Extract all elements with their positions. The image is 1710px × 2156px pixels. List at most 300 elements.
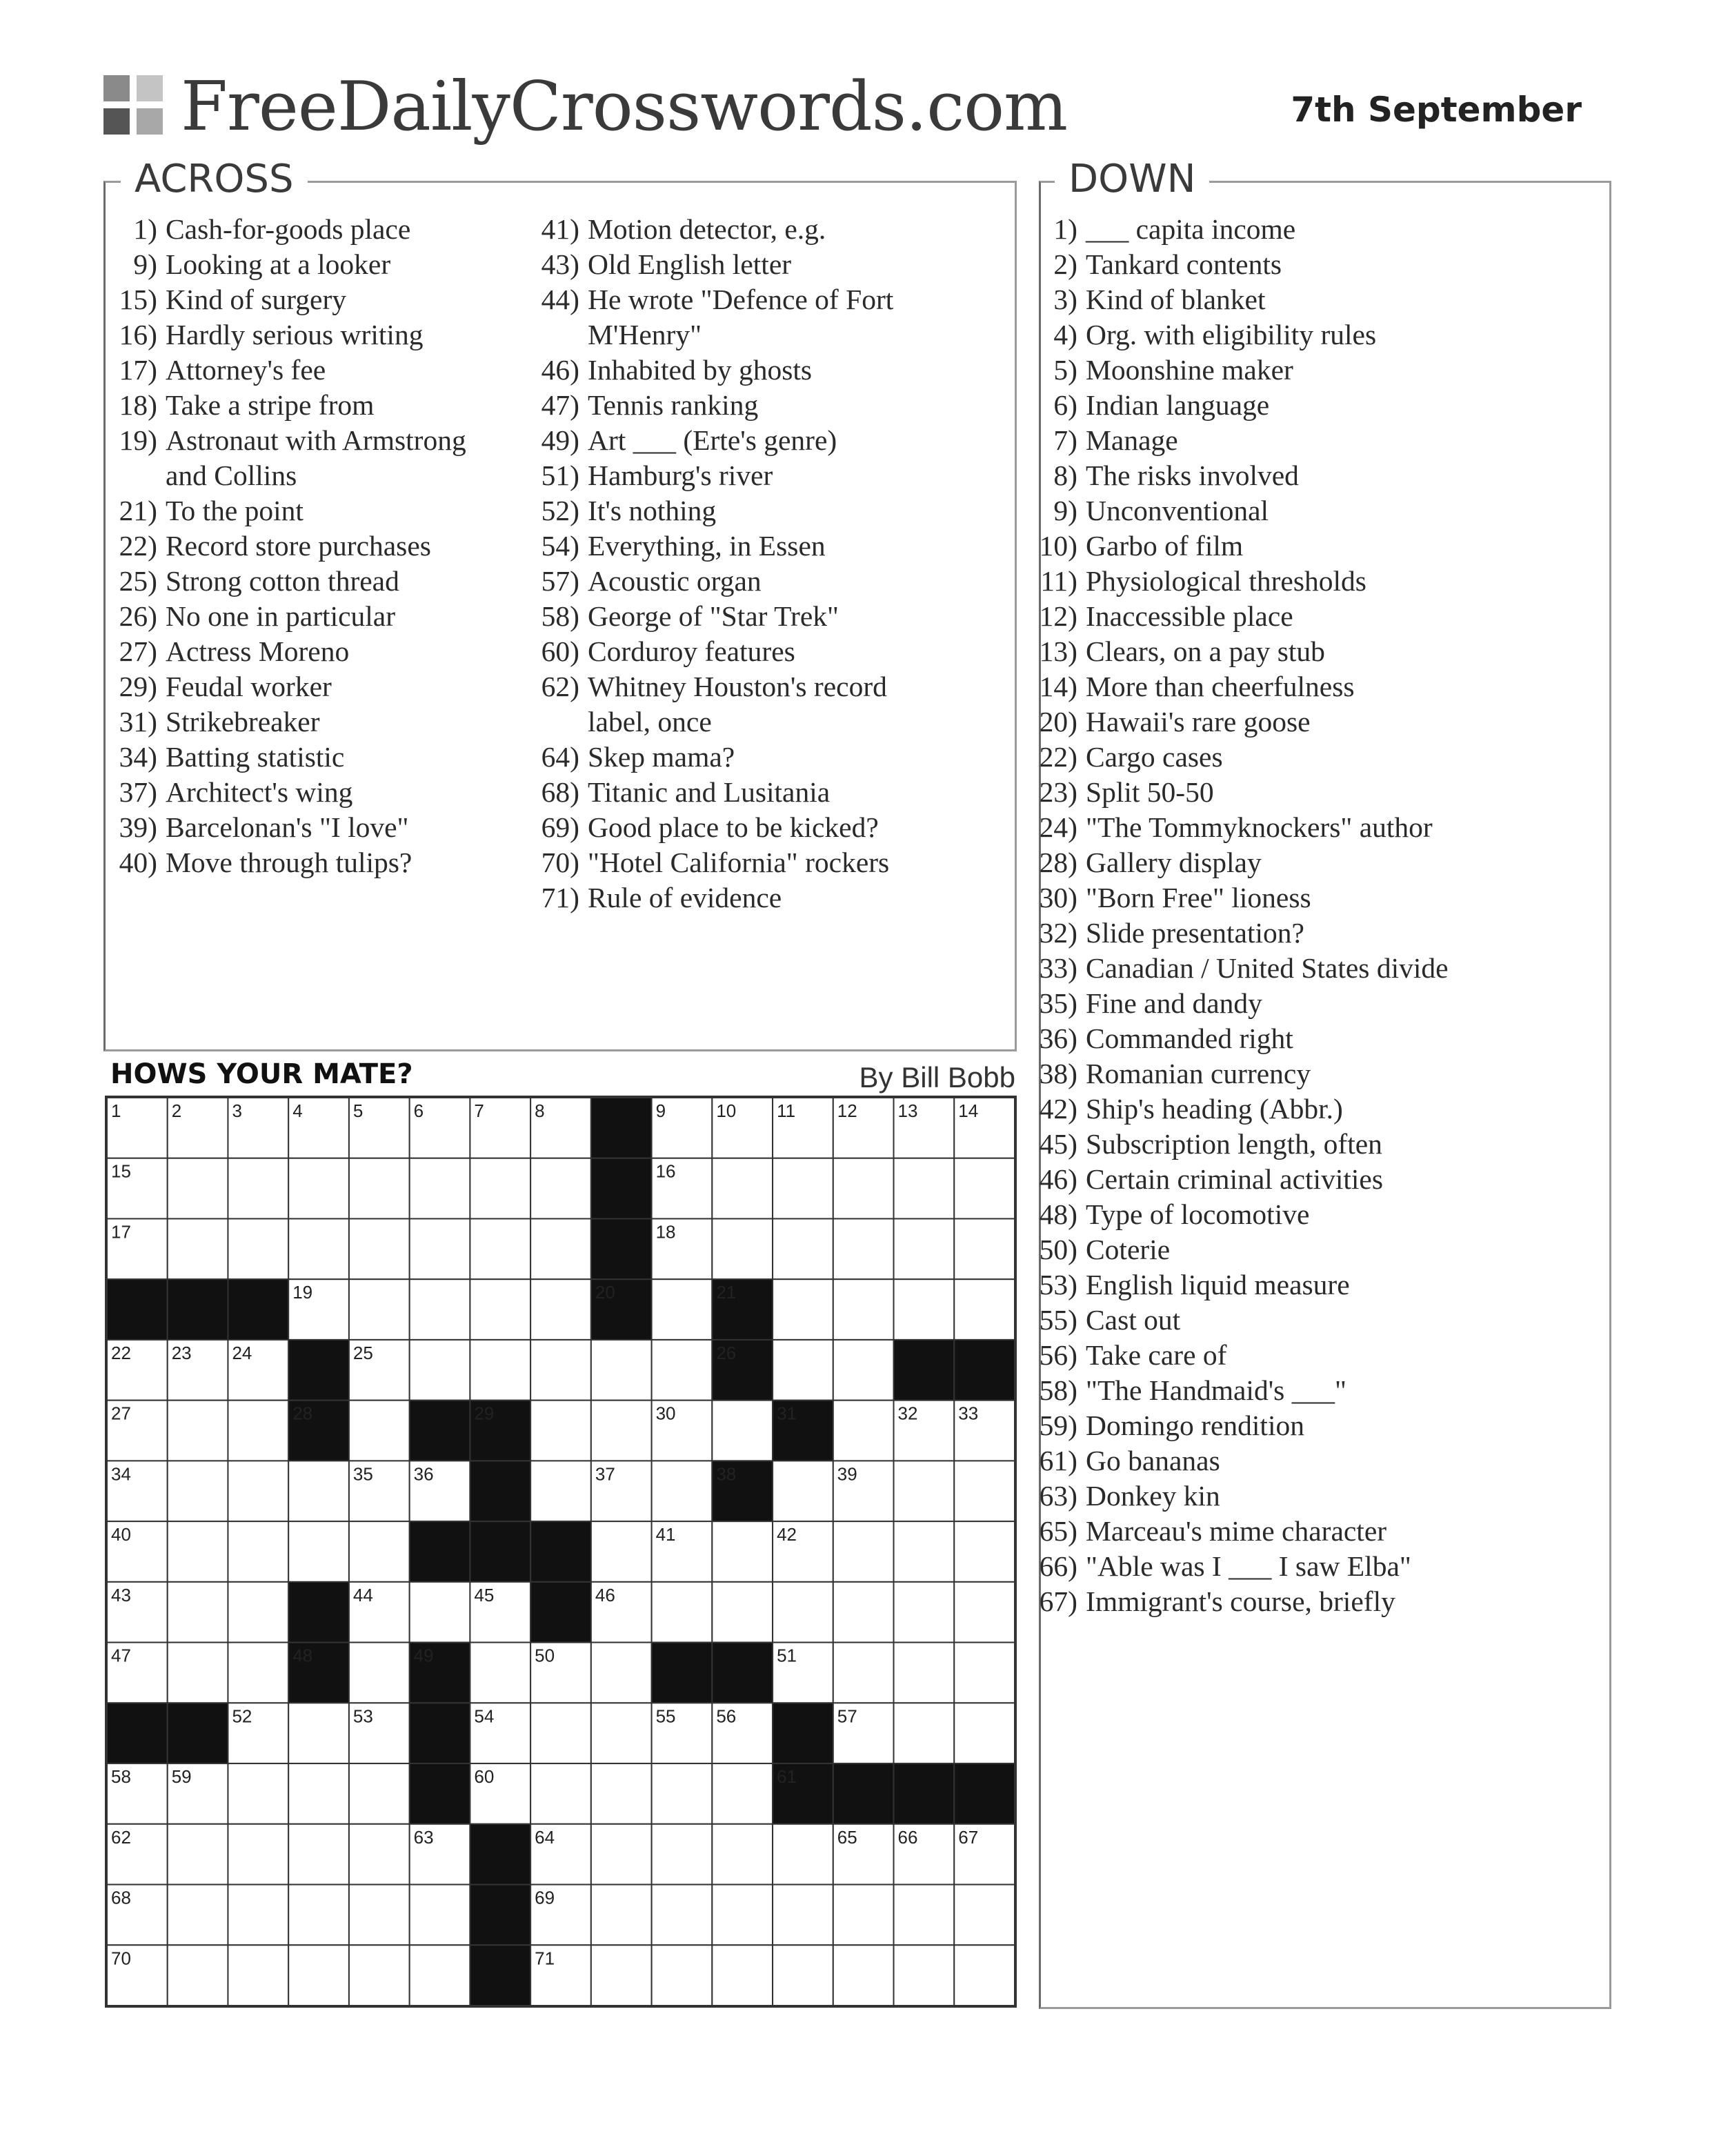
clue-text: Take a stripe from	[166, 389, 375, 421]
grid-cell[interactable]	[168, 1643, 228, 1703]
clue-text: label, once	[588, 706, 712, 738]
grid-cell[interactable]	[168, 1824, 228, 1885]
clue-item	[106, 704, 466, 740]
grid-cell[interactable]	[894, 1945, 955, 2006]
clue-text: Immigrant's course, briefly	[1086, 1585, 1395, 1617]
grid-cell[interactable]	[833, 1279, 894, 1340]
grid-cell[interactable]	[954, 1885, 1015, 1946]
grid-clue-number: 12	[837, 1100, 857, 1121]
grid-cell[interactable]	[470, 1158, 530, 1219]
clue-item	[528, 528, 893, 564]
grid-cell[interactable]	[954, 1218, 1015, 1279]
grid-cell[interactable]	[652, 1945, 713, 2006]
grid-cell[interactable]	[591, 1945, 652, 2006]
grid-cell[interactable]	[773, 1158, 833, 1219]
grid-block	[591, 1098, 652, 1158]
puzzle-date: 7th September	[1291, 90, 1582, 130]
logo-square	[137, 108, 163, 135]
clue-number: 20)	[1039, 706, 1077, 738]
grid-cell[interactable]	[894, 1582, 955, 1643]
clue-text: Coterie	[1086, 1234, 1171, 1265]
clue-number: 66)	[1039, 1550, 1077, 1582]
crossword-grid-svg[interactable]	[107, 1098, 1015, 2006]
grid-cell[interactable]	[349, 1945, 410, 2006]
grid-clue-number: 40	[111, 1524, 131, 1545]
grid-cell[interactable]	[591, 1643, 652, 1703]
grid-clue-number: 5	[352, 1100, 364, 1121]
grid-cell[interactable]	[168, 1521, 228, 1582]
clue-text: Tankard contents	[1086, 248, 1282, 280]
grid-cell[interactable]	[773, 1279, 833, 1340]
grid-clue-number: 25	[352, 1342, 373, 1363]
clue-item	[1026, 1021, 1449, 1056]
grid-clue-number: 9	[655, 1100, 666, 1121]
clue-number: 69)	[541, 811, 579, 843]
clue-text: Good place to be kicked?	[588, 811, 879, 843]
grid-clue-number: 41	[655, 1524, 676, 1545]
grid-clue-number: 28	[292, 1403, 313, 1424]
clue-number: 21)	[119, 495, 157, 526]
grid-cell[interactable]	[954, 1279, 1015, 1340]
grid-cell[interactable]	[288, 1461, 349, 1521]
grid-clue-number: 36	[413, 1463, 434, 1485]
grid-cell[interactable]	[288, 1218, 349, 1279]
grid-cell[interactable]	[410, 1945, 470, 2006]
clue-number: 53)	[1039, 1269, 1077, 1300]
grid-clue-number: 68	[111, 1887, 131, 1908]
clue-text: Whitney Houston's record	[588, 671, 887, 702]
crossword-grid[interactable]	[105, 1096, 1017, 2008]
grid-clue-number: 38	[716, 1463, 737, 1485]
clue-text: Ship's heading (Abbr.)	[1086, 1093, 1343, 1125]
grid-cell[interactable]	[349, 1763, 410, 1824]
grid-cell[interactable]	[530, 1158, 591, 1219]
clue-number: 61)	[1039, 1445, 1077, 1476]
clue-item	[528, 564, 893, 599]
clue-item	[1026, 1549, 1449, 1584]
grid-cell[interactable]	[228, 1521, 288, 1582]
clue-number: 49)	[541, 424, 579, 456]
clue-number: 38)	[1039, 1058, 1077, 1089]
clue-number: 6)	[1053, 389, 1077, 421]
grid-cell[interactable]	[833, 1582, 894, 1643]
grid-cell[interactable]	[954, 1582, 1015, 1643]
grid-cell[interactable]	[894, 1218, 955, 1279]
grid-clue-number: 27	[111, 1403, 131, 1424]
grid-clue-number: 7	[474, 1100, 484, 1121]
clue-number: 46)	[541, 354, 579, 386]
clue-number: 3)	[1053, 284, 1077, 315]
clue-number: 70)	[541, 847, 579, 878]
grid-cell[interactable]	[228, 1885, 288, 1946]
grid-cell[interactable]	[530, 1279, 591, 1340]
grid-cell[interactable]	[228, 1582, 288, 1643]
grid-clue-number: 34	[111, 1463, 131, 1485]
clue-text: Inhabited by ghosts	[588, 354, 813, 386]
clue-text: Looking at a looker	[166, 248, 391, 280]
clue-number: 28)	[1039, 847, 1077, 878]
clue-number: 58)	[541, 600, 579, 632]
clue-text: Tennis ranking	[588, 389, 759, 421]
grid-cell[interactable]	[954, 1643, 1015, 1703]
clue-item	[106, 775, 466, 810]
grid-cell[interactable]	[773, 1885, 833, 1946]
grid-cell[interactable]	[349, 1279, 410, 1340]
grid-cell[interactable]	[228, 1401, 288, 1461]
down-clues-column	[1026, 212, 1449, 1619]
grid-cell[interactable]	[530, 1763, 591, 1824]
grid-clue-number: 51	[777, 1645, 797, 1666]
grid-cell[interactable]	[652, 1763, 713, 1824]
grid-cell[interactable]	[894, 1158, 955, 1219]
clue-text: ___ capita income	[1086, 213, 1296, 245]
grid-cell[interactable]	[228, 1824, 288, 1885]
grid-cell[interactable]	[349, 1218, 410, 1279]
grid-cell[interactable]	[773, 1218, 833, 1279]
clue-text: "The Tommyknockers" author	[1086, 811, 1433, 843]
grid-cell[interactable]	[591, 1824, 652, 1885]
grid-cell[interactable]	[591, 1703, 652, 1763]
clue-number: 19)	[119, 424, 157, 456]
grid-cell[interactable]	[652, 1885, 713, 1946]
clue-number: 1)	[133, 213, 157, 245]
grid-clue-number: 18	[655, 1221, 676, 1243]
clue-text: Domingo rendition	[1086, 1410, 1304, 1441]
grid-cell[interactable]	[168, 1461, 228, 1521]
grid-cell[interactable]	[228, 1461, 288, 1521]
grid-cell[interactable]	[470, 1643, 530, 1703]
grid-clue-number: 29	[474, 1403, 495, 1424]
clue-number: 26)	[119, 600, 157, 632]
clue-text: Hamburg's river	[588, 459, 773, 491]
clue-text: Fine and dandy	[1086, 987, 1262, 1019]
clue-number: 56)	[1039, 1339, 1077, 1371]
grid-cell[interactable]	[168, 1582, 228, 1643]
clue-text: Take care of	[1086, 1339, 1227, 1371]
clue-number: 51)	[541, 459, 579, 491]
grid-cell[interactable]	[228, 1158, 288, 1219]
grid-cell[interactable]	[288, 1158, 349, 1219]
clue-text: More than cheerfulness	[1086, 671, 1355, 702]
grid-cell[interactable]	[652, 1582, 713, 1643]
clue-item	[1026, 1056, 1449, 1091]
grid-cell[interactable]	[954, 1521, 1015, 1582]
clue-number: 45)	[1039, 1128, 1077, 1160]
clue-item	[1026, 1267, 1449, 1303]
across-title: ACROSS	[121, 155, 308, 204]
grid-cell[interactable]	[773, 1340, 833, 1401]
grid-cell[interactable]	[228, 1218, 288, 1279]
clue-item	[528, 880, 893, 916]
clue-text: Clears, on a pay stub	[1086, 635, 1325, 667]
grid-cell[interactable]	[954, 1945, 1015, 2006]
grid-block	[288, 1340, 349, 1401]
grid-cell[interactable]	[833, 1885, 894, 1946]
clue-number: 33)	[1039, 952, 1077, 984]
clue-item	[106, 740, 466, 775]
grid-cell[interactable]	[168, 1401, 228, 1461]
grid-clue-number: 33	[958, 1403, 979, 1424]
grid-cell[interactable]	[773, 1461, 833, 1521]
grid-block	[470, 1885, 530, 1946]
clue-text: Move through tulips?	[166, 847, 412, 878]
grid-cell[interactable]	[712, 1824, 773, 1885]
clue-number: 47)	[541, 389, 579, 421]
grid-cell[interactable]	[954, 1158, 1015, 1219]
clue-item	[528, 247, 893, 282]
grid-cell[interactable]	[833, 1340, 894, 1401]
clue-text: Marceau's mime character	[1086, 1515, 1387, 1547]
grid-block	[652, 1643, 713, 1703]
grid-clue-number: 49	[413, 1645, 434, 1666]
clue-text: Romanian currency	[1086, 1058, 1311, 1089]
grid-cell[interactable]	[833, 1218, 894, 1279]
grid-clue-number: 59	[171, 1766, 192, 1788]
clue-text: Rule of evidence	[588, 882, 782, 913]
clue-item	[1026, 599, 1449, 634]
grid-cell[interactable]	[410, 1158, 470, 1219]
grid-clue-number: 57	[837, 1705, 857, 1727]
clue-item	[1026, 951, 1449, 986]
grid-cell[interactable]	[288, 1763, 349, 1824]
grid-cell[interactable]	[168, 1218, 228, 1279]
grid-clue-number: 55	[655, 1705, 676, 1727]
across-panel	[103, 157, 1017, 1051]
clue-text: Indian language	[1086, 389, 1270, 421]
grid-cell[interactable]	[349, 1401, 410, 1461]
grid-block	[228, 1279, 288, 1340]
grid-block	[954, 1763, 1015, 1824]
clue-number: 27)	[119, 635, 157, 667]
grid-cell[interactable]	[410, 1885, 470, 1946]
grid-cell[interactable]	[591, 1885, 652, 1946]
clue-number: 11)	[1040, 565, 1077, 597]
grid-cell[interactable]	[410, 1279, 470, 1340]
clue-text: Skep mama?	[588, 741, 735, 773]
grid-clue-number: 61	[777, 1766, 797, 1788]
grid-clue-number: 14	[958, 1100, 979, 1121]
grid-cell[interactable]	[349, 1158, 410, 1219]
grid-clue-number: 48	[292, 1645, 313, 1666]
clue-text: Record store purchases	[166, 530, 431, 562]
grid-cell[interactable]	[833, 1643, 894, 1703]
grid-clue-number: 65	[837, 1826, 857, 1848]
grid-cell[interactable]	[712, 1158, 773, 1219]
clue-item	[106, 669, 466, 704]
clue-number: 16)	[119, 319, 157, 350]
grid-cell[interactable]	[349, 1824, 410, 1885]
grid-cell[interactable]	[894, 1279, 955, 1340]
clue-item	[106, 493, 466, 528]
grid-cell[interactable]	[712, 1763, 773, 1824]
grid-cell[interactable]	[530, 1218, 591, 1279]
clue-number: 64)	[541, 741, 579, 773]
grid-cell[interactable]	[894, 1885, 955, 1946]
clue-item	[528, 775, 893, 810]
grid-cell[interactable]	[712, 1945, 773, 2006]
grid-clue-number: 20	[595, 1282, 615, 1303]
grid-block	[410, 1763, 470, 1824]
grid-cell[interactable]	[773, 1824, 833, 1885]
grid-cell[interactable]	[288, 1824, 349, 1885]
grid-cell[interactable]	[349, 1643, 410, 1703]
clue-text: Hardly serious writing	[166, 319, 424, 350]
clue-item	[1026, 1584, 1449, 1619]
clue-number: 60)	[541, 635, 579, 667]
clue-item	[1026, 388, 1449, 423]
grid-cell[interactable]	[894, 1703, 955, 1763]
grid-cell[interactable]	[349, 1521, 410, 1582]
grid-cell[interactable]	[954, 1461, 1015, 1521]
clue-item	[1026, 810, 1449, 845]
grid-cell[interactable]	[591, 1340, 652, 1401]
grid-cell[interactable]	[773, 1582, 833, 1643]
grid-cell[interactable]	[168, 1158, 228, 1219]
grid-cell[interactable]	[591, 1763, 652, 1824]
clue-number: 2)	[1053, 248, 1077, 280]
grid-clue-number: 66	[897, 1826, 918, 1848]
grid-cell[interactable]	[591, 1521, 652, 1582]
grid-clue-number: 52	[232, 1705, 252, 1727]
grid-clue-number: 42	[777, 1524, 797, 1545]
grid-cell[interactable]	[470, 1279, 530, 1340]
clue-item	[106, 212, 466, 247]
clue-number: 40)	[119, 847, 157, 878]
clue-number: 41)	[541, 213, 579, 245]
clue-number: 39)	[119, 811, 157, 843]
clue-text: Actress Moreno	[166, 635, 350, 667]
grid-cell[interactable]	[652, 1824, 713, 1885]
grid-cell[interactable]	[349, 1885, 410, 1946]
grid-cell[interactable]	[712, 1582, 773, 1643]
grid-clue-number: 13	[897, 1100, 918, 1121]
grid-clue-number: 60	[474, 1766, 495, 1788]
grid-cell[interactable]	[410, 1218, 470, 1279]
clue-text: It's nothing	[588, 495, 717, 526]
clue-item	[1026, 1478, 1449, 1514]
puzzle-title: HOWS YOUR MATE?	[110, 1058, 413, 1090]
grid-cell[interactable]	[712, 1218, 773, 1279]
grid-clue-number: 47	[111, 1645, 131, 1666]
clue-number: 15)	[119, 284, 157, 315]
grid-cell[interactable]	[410, 1582, 470, 1643]
grid-clue-number: 64	[535, 1826, 555, 1848]
grid-cell[interactable]	[530, 1340, 591, 1401]
grid-cell[interactable]	[833, 1521, 894, 1582]
clue-item	[528, 810, 893, 845]
grid-clue-number: 32	[897, 1403, 918, 1424]
grid-cell[interactable]	[470, 1218, 530, 1279]
grid-clue-number: 24	[232, 1342, 252, 1363]
grid-cell[interactable]	[652, 1461, 713, 1521]
clue-text: Type of locomotive	[1086, 1198, 1310, 1230]
grid-cell[interactable]	[288, 1885, 349, 1946]
grid-clue-number: 15	[111, 1160, 131, 1182]
clue-item	[1026, 1303, 1449, 1338]
clue-text: Inaccessible place	[1086, 600, 1293, 632]
clue-item	[1026, 1408, 1449, 1443]
grid-cell[interactable]	[954, 1703, 1015, 1763]
grid-cell[interactable]	[530, 1461, 591, 1521]
clue-item	[106, 564, 466, 599]
site-logo	[103, 69, 1067, 145]
grid-cell[interactable]	[228, 1945, 288, 2006]
clue-text: Unconventional	[1086, 495, 1269, 526]
grid-cell[interactable]	[833, 1158, 894, 1219]
grid-clue-number: 44	[352, 1584, 373, 1605]
grid-cell[interactable]	[228, 1763, 288, 1824]
clue-text: Everything, in Essen	[588, 530, 826, 562]
grid-cell[interactable]	[833, 1401, 894, 1461]
grid-cell[interactable]	[652, 1340, 713, 1401]
grid-cell[interactable]	[288, 1945, 349, 2006]
grid-cell[interactable]	[712, 1885, 773, 1946]
clue-item	[528, 212, 893, 247]
grid-cell[interactable]	[833, 1945, 894, 2006]
clue-text: and Collins	[166, 459, 297, 491]
grid-clue-number: 53	[352, 1705, 373, 1727]
clue-item	[1026, 212, 1449, 247]
grid-cell[interactable]	[168, 1945, 228, 2006]
grid-cell[interactable]	[530, 1401, 591, 1461]
clue-text: Strong cotton thread	[166, 565, 399, 597]
grid-cell[interactable]	[530, 1703, 591, 1763]
grid-cell[interactable]	[228, 1643, 288, 1703]
clue-number: 30)	[1039, 882, 1077, 913]
clue-item	[106, 634, 466, 669]
clue-number: 32)	[1039, 917, 1077, 949]
grid-cell[interactable]	[712, 1521, 773, 1582]
clue-text: He wrote "Defence of Fort	[588, 284, 894, 315]
clue-text: Go bananas	[1086, 1445, 1220, 1476]
clue-number: 25)	[119, 565, 157, 597]
grid-cell[interactable]	[470, 1340, 530, 1401]
grid-cell[interactable]	[894, 1521, 955, 1582]
grid-clue-number: 58	[111, 1766, 131, 1788]
clue-text: Kind of blanket	[1086, 284, 1266, 315]
grid-block	[410, 1521, 470, 1582]
grid-cell[interactable]	[288, 1703, 349, 1763]
grid-cell[interactable]	[894, 1643, 955, 1703]
clue-item	[528, 845, 893, 880]
clue-text: Moonshine maker	[1086, 354, 1293, 386]
grid-cell[interactable]	[894, 1461, 955, 1521]
grid-cell[interactable]	[288, 1521, 349, 1582]
grid-cell[interactable]	[712, 1401, 773, 1461]
clue-text: Garbo of film	[1086, 530, 1244, 562]
grid-cell[interactable]	[591, 1401, 652, 1461]
grid-clue-number: 43	[111, 1584, 131, 1605]
grid-clue-number: 6	[413, 1100, 424, 1121]
grid-clue-number: 67	[958, 1826, 979, 1848]
grid-cell[interactable]	[410, 1340, 470, 1401]
clue-item	[1026, 916, 1449, 951]
grid-cell[interactable]	[773, 1945, 833, 2006]
clue-number: 34)	[119, 741, 157, 773]
clue-item	[106, 247, 466, 282]
logo-square	[103, 108, 130, 135]
clue-item	[1026, 845, 1449, 880]
clue-number: 13)	[1039, 635, 1077, 667]
down-panel	[1039, 157, 1611, 2009]
clue-number: 18)	[119, 389, 157, 421]
grid-cell[interactable]	[652, 1279, 713, 1340]
puzzle-author: By Bill Bobb	[859, 1061, 1015, 1094]
grid-clue-number: 1	[111, 1100, 121, 1121]
grid-clue-number: 70	[111, 1948, 131, 1969]
grid-cell[interactable]	[168, 1885, 228, 1946]
clue-text: Architect's wing	[166, 776, 353, 808]
